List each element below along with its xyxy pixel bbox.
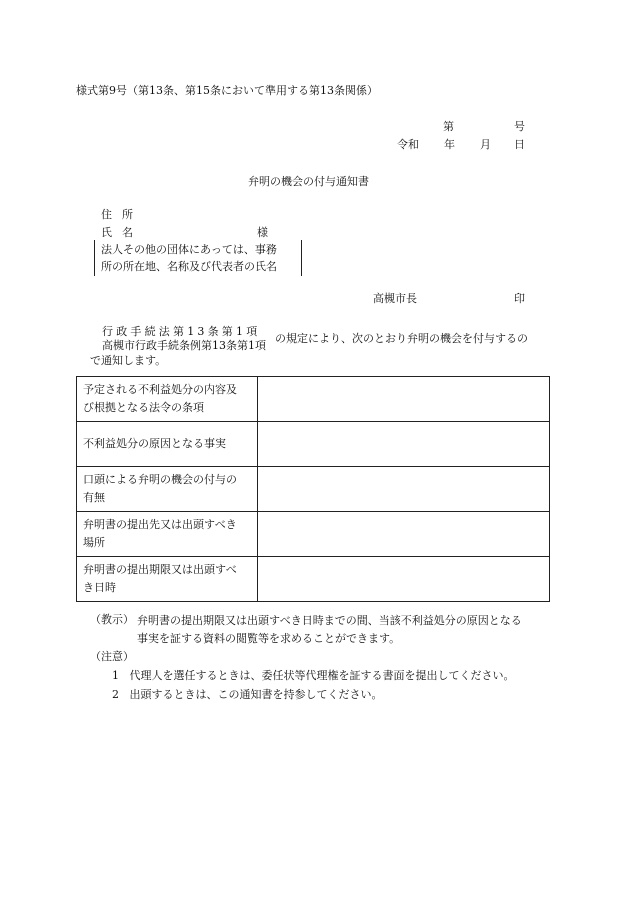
remarks-line-1: 弁明書の提出期限又は出頭すべき日時までの間、当該不利益処分の原因となる [137,614,522,627]
row-label [77,557,258,602]
date-day-label: 日 [514,138,525,151]
remarks-line-2: 事実を証する資料の閲覧等を求めることができます。 [137,632,401,645]
table-row [77,467,550,512]
corporate-note-line-1: 法人その他の団体にあっては、事務 [101,243,277,256]
row-label-line: 不利益処分の原因となる事実 [83,437,226,450]
seal-mark: 印 [514,292,525,305]
row-label-line: 弁明書の提出先又は出頭すべき [83,518,237,531]
details-table [76,376,550,602]
date-year-label: 年 [444,138,455,151]
law-sentence: の規定により、次のとおり弁明の機会を付与するの [275,332,528,345]
note-number: 1 [112,669,119,682]
date-era: 令和 [397,138,419,151]
note-number: 2 [112,688,119,701]
notes-label: （注意） [90,650,134,663]
row-label [77,512,258,557]
document-number-suffix: 号 [514,120,525,133]
row-value [258,422,550,467]
note-text: 代理人を選任するときは、委任状等代理権を証する書面を提出してください。 [129,669,515,682]
row-label [77,422,258,467]
document-number-prefix: 第 [443,120,454,133]
row-value [258,467,550,512]
row-label-line: 弁明書の提出期限又は出頭すべ [83,563,237,576]
row-label-line: 口頭による弁明の機会の付与の [83,473,237,486]
row-label-line: き日時 [83,581,116,594]
row-label [77,467,258,512]
law-sentence-end: で通知します。 [90,354,167,367]
table-row [77,557,550,602]
honorific-sama: 様 [257,226,268,239]
row-value [258,512,550,557]
law-option-2: 高槻市行政手続条例第13条第1項 [102,339,266,352]
remarks-label: （教示） [90,613,134,626]
note-item [112,669,515,683]
note-text: 出頭するときは、この通知書を持参してください。 [129,688,383,701]
address-label: 住所 [101,208,143,221]
form-number: 様式第9号（第13条、第15条において準用する第13条関係） [76,84,378,97]
row-value [258,377,550,422]
corporate-note [94,240,302,276]
row-label [77,377,258,422]
document-title: 弁明の機会の付与通知書 [248,175,369,188]
name-label: 氏名 [101,226,143,239]
law-option-1: 行政手続法第13条第1項 [102,325,261,338]
corporate-note-line-2: 所の所在地、名称及び代表者の氏名 [101,260,277,273]
row-label-line: 予定される不利益処分の内容及 [83,383,237,396]
row-label-line: 有無 [83,491,105,504]
note-item [112,688,383,702]
row-label-line: 場所 [83,536,105,549]
row-value [258,557,550,602]
remarks-text [137,612,557,648]
table-row [77,422,550,467]
row-label-line: び根拠となる法令の条項 [83,401,204,414]
issuer-mayor: 高槻市長 [373,292,417,305]
date-month-label: 月 [480,138,491,151]
table-row [77,377,550,422]
table-row [77,512,550,557]
